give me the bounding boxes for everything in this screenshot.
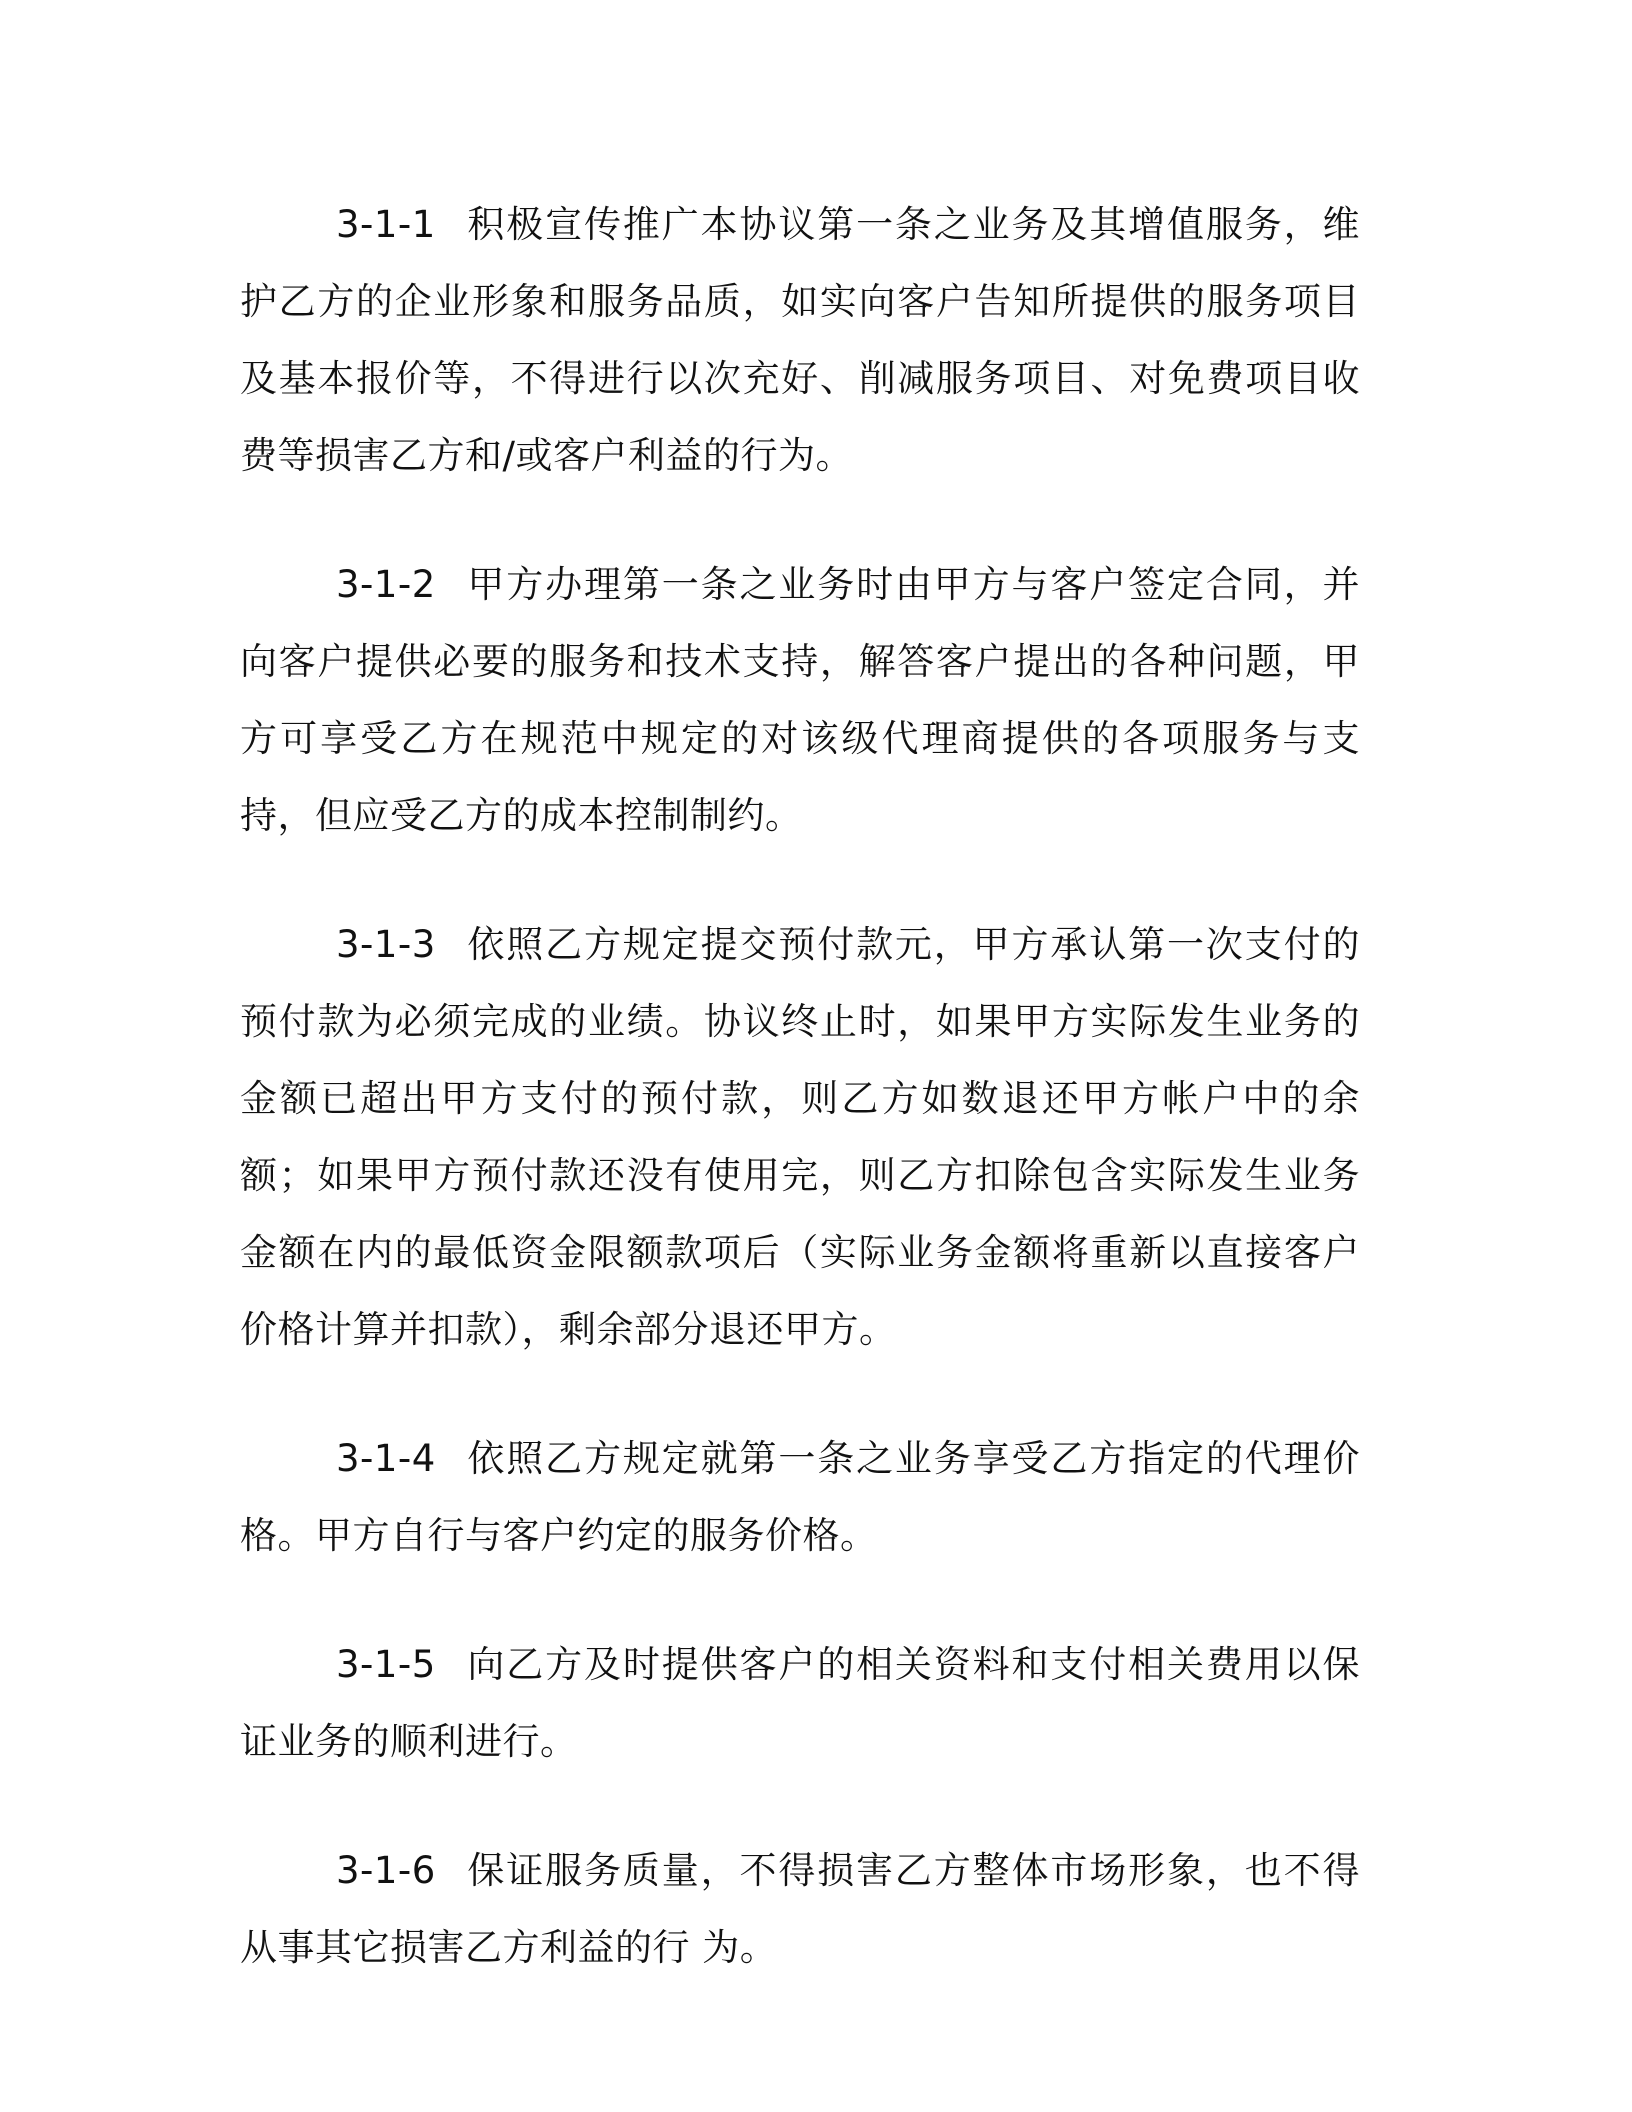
clause-3-1-3 bbox=[240, 906, 1360, 1368]
clause-number: 3-1-5 bbox=[336, 1643, 436, 1686]
clause-text: 保证服务质量，不得损害乙方整体市场形象，也不得从事其它损害乙方利益的行 为。 bbox=[240, 1849, 1360, 1969]
clause-number: 3-1-6 bbox=[336, 1849, 436, 1892]
clause-text: 甲方办理第一条之业务时由甲方与客户签定合同，并向客户提供必要的服务和技术支持，解答客户提出的各种问题，甲方可享受乙方在规范中规定的对该级代理商提供的各项服务与支持，但应受乙方的成本控制制约。 bbox=[240, 563, 1360, 837]
clause-3-1-5 bbox=[240, 1626, 1360, 1780]
clause-3-1-6 bbox=[240, 1832, 1360, 1986]
document-body bbox=[240, 186, 1360, 2038]
clause-3-1-2 bbox=[240, 546, 1360, 854]
clause-number: 3-1-3 bbox=[336, 923, 436, 966]
clause-3-1-4 bbox=[240, 1420, 1360, 1574]
clause-text: 向乙方及时提供客户的相关资料和支付相关费用以保证业务的顺利进行。 bbox=[240, 1643, 1360, 1763]
clause-number: 3-1-2 bbox=[336, 563, 436, 606]
clause-number: 3-1-1 bbox=[336, 203, 436, 246]
clause-number: 3-1-4 bbox=[336, 1437, 436, 1480]
clause-text: 依照乙方规定提交预付款元，甲方承认第一次支付的预付款为必须完成的业绩。协议终止时，如果甲方实际发生业务的金额已超出甲方支付的预付款，则乙方如数退还甲方帐户中的余额；如果甲方预付款还没有使用完，则乙方扣除包含实际发生业务金额在内的最低资金限额款项后（实际业务金额将重新以直接客户价格计算并扣款），剩余部分退还甲方。 bbox=[240, 923, 1360, 1351]
clause-3-1-1 bbox=[240, 186, 1360, 494]
clause-text: 依照乙方规定就第一条之业务享受乙方指定的代理价格。甲方自行与客户约定的服务价格。 bbox=[240, 1437, 1360, 1557]
clause-text: 积极宣传推广本协议第一条之业务及其增值服务，维护乙方的企业形象和服务品质，如实向客户告知所提供的服务项目及基本报价等，不得进行以次充好、削减服务项目、对免费项目收费等损害乙方和/或客户利益的行为。 bbox=[240, 203, 1360, 477]
